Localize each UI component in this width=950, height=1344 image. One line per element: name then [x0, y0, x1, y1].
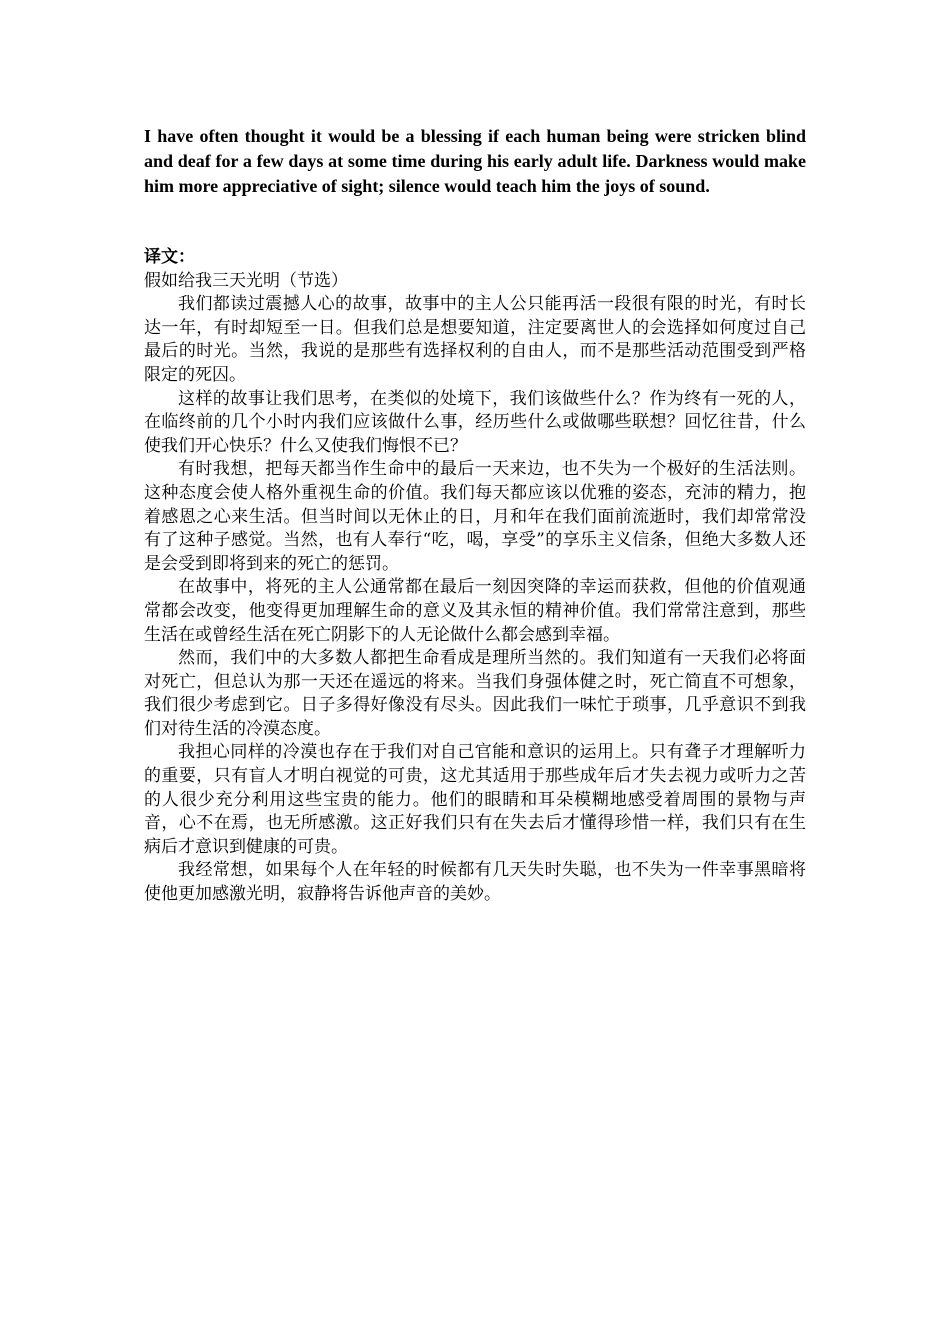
english-excerpt: I have often thought it would be a blessing if each human being were stricken blind and deaf for a few days at some time during his early adult life. Darkness would make him more appreciative of sight; silence would teach him the joys of sound.: [144, 126, 806, 196]
translation-title: 假如给我三天光明（节选）: [144, 270, 348, 291]
translation-section: [144, 246, 806, 907]
paragraph: 这样的故事让我们思考，在类似的处境下，我们该做些什么？作为终有一死的人，在临终前的几个小时内我们应该做什么事，经历些什么或做哪些联想？回忆往昔，什么使我们开心快乐？什么又使我们悔恨不已？: [144, 388, 806, 456]
paragraph: 我经常想，如果每个人在年轻的时候都有几天失时失聪，也不失为一件幸事黑暗将使他更加感激光明，寂静将告诉他声音的美妙。: [144, 860, 806, 905]
paragraph: 然而，我们中的大多数人都把生命看成是理所当然的。我们知道有一天我们必将面对死亡，但总认为那一天还在遥远的将来。当我们身强体健之时，死亡简直不可想象，我们很少考虑到它。日子多得好像没有尽头。因此我们一味忙于琐事，几乎意识不到我们对待生活的冷漠态度。: [144, 648, 806, 739]
paragraph: 我担心同样的冷漠也存在于我们对自己官能和意识的运用上。只有聋子才理解听力的重要，只有盲人才明白视觉的可贵，这尤其适用于那些成年后才失去视力或听力之苦的人很少充分利用这些宝贵的能力。他们的眼睛和耳朵模糊地感受着周围的景物与声音，心不在焉，也无所感激。这正好我们只有在失去后才懂得珍惜一样，我们只有在生病后才意识到健康的可贵。: [144, 742, 806, 857]
translation-label: 译文：: [144, 247, 195, 267]
paragraph: 有时我想，把每天都当作生命中的最后一天来边，也不失为一个极好的生活法则。这种态度会使人格外重视生命的价值。我们每天都应该以优雅的姿态，充沛的精力，抱着感恩之心来生活。但当时间以无休止的日，月和年在我们面前流逝时，我们却常常没有了这种子感觉。当然，也有人奉行“吃，喝，享受”的享乐主义信条，但绝大多数人还是会受到即将到来的死亡的惩罚。: [144, 459, 806, 574]
paragraph: 在故事中，将死的主人公通常都在最后一刻因突降的幸运而获救，但他的价值观通常都会改变，他变得更加理解生命的意义及其永恒的精神价值。我们常常注意到，那些生活在或曾经生活在死亡阴影下的人无论做什么都会感到幸福。: [144, 577, 806, 645]
paragraph: 我们都读过震撼人心的故事，故事中的主人公只能再活一段很有限的时光，有时长达一年，有时却短至一日。但我们总是想要知道，注定要离世人的会选择如何度过自己最后的时光。当然，我说的是那些有选择权利的自由人，而不是那些活动范围受到严格限定的死囚。: [144, 294, 806, 385]
document-page: [144, 124, 806, 907]
